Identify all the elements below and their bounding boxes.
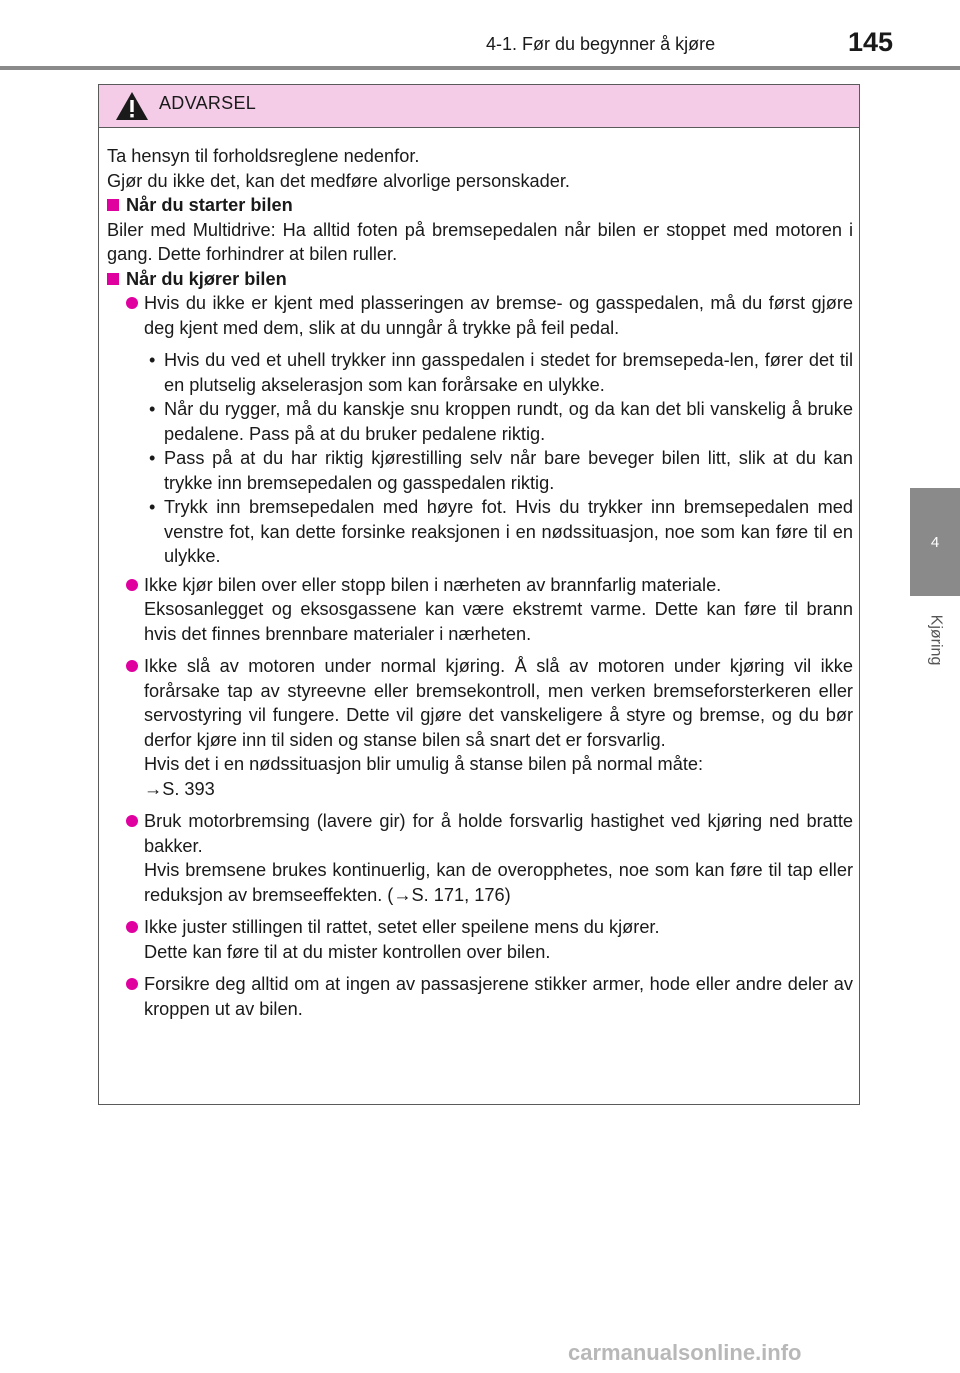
chapter-label-text: Kjøring xyxy=(927,614,944,666)
heading-text: Når du starter bilen xyxy=(126,195,293,215)
page-header xyxy=(0,0,960,72)
sub-bullet-item: • Pass på at du har riktig kjørestilling selv når bare beveger bilen litt, slik at du kan trykke inn bremsepedalen og gasspedalen riktig. xyxy=(145,446,853,495)
page-number: 145 xyxy=(848,27,894,57)
page-reference: →S. 393 xyxy=(144,778,215,799)
warning-triangle-icon xyxy=(115,91,149,121)
chapter-tab xyxy=(910,488,960,596)
warning-title: ADVARSEL xyxy=(159,93,257,113)
section-text-start: Biler med Multidrive: Ha alltid foten på bremsepedalen når bilen er stoppet med motoren i gang. Dette forhindrer at bilen ruller. xyxy=(107,219,853,264)
sub-bullet-item: • Når du rygger, må du kanskje snu kroppen rundt, og da kan det bli vanskelig å bruke pedalene. Pass på at du bruker pedalene riktig. xyxy=(145,397,853,446)
list-item xyxy=(126,291,853,340)
sub-bullet-item: • Hvis du ved et uhell trykker inn gasspedalen i stedet for bremsepeda-len, fører det til en plutselig akselerasjon som kan forårsake en ulykke. xyxy=(145,348,853,397)
sub-bullet-item: • Trykk inn bremsepedalen med høyre fot. Hvis du trykker inn bremsepedalen med venstre fot, kan dette forsinke reaksjonen i en nødssituasjon, noe som kan føre til en ulykke. xyxy=(145,495,853,569)
circle-bullet-icon xyxy=(126,978,138,990)
circle-bullet-icon xyxy=(126,579,138,591)
item-text: Dette kan føre til at du mister kontrollen over bilen. xyxy=(144,941,551,962)
list-item xyxy=(126,654,853,801)
item-text: Ikke juster stillingen til rattet, setet eller speilene mens du kjører. xyxy=(144,917,660,937)
item-text: Ikke slå av motoren under normal kjøring. Å slå av motoren under kjøring vil ikke forårsake tap av styreevne eller bremsekontroll, men verken bremseforsterkeren eller servostyring vil fungere. Dette vil gjøre det vanskeligere å styre og bremse, og du bør derfor kjøre inn til siden og stanse bilen så snart det er forsvarlig. xyxy=(144,656,853,750)
sub-bullet-text: Hvis du ved et uhell trykker inn gasspedalen i stedet for bremsepeda-len, fører det til en plutselig akselerasjon som kan forårsake en ulykke. xyxy=(164,350,853,395)
sub-bullet-text: Trykk inn bremsepedalen med høyre fot. Hvis du trykker inn bremsepedalen med venstre fot, kan dette forsinke reaksjonen i en nødssituasjon, noe som kan føre til en ulykke. xyxy=(164,497,853,566)
warning-box xyxy=(98,84,860,1105)
chapter-label xyxy=(910,600,960,680)
list-item xyxy=(126,809,853,907)
section-title: 4-1. Før du begynner å kjøre xyxy=(486,34,716,54)
warning-header xyxy=(99,85,859,128)
square-bullet-icon xyxy=(107,199,119,211)
section-heading-start xyxy=(107,193,853,218)
section-heading-driving xyxy=(107,267,853,292)
circle-bullet-icon xyxy=(126,921,138,933)
circle-bullet-icon xyxy=(126,297,138,309)
sub-bullet-text: Pass på at du har riktig kjørestilling selv når bare beveger bilen litt, slik at du kan trykke inn bremsepedalen og gasspedalen riktig. xyxy=(164,448,853,493)
intro-line-2: Gjør du ikke det, kan det medføre alvorlige personskader. xyxy=(107,170,570,191)
item-text: Forsikre deg alltid om at ingen av passasjerene stikker armer, hode eller andre deler av kroppen ut av bilen. xyxy=(144,974,853,1019)
circle-bullet-icon xyxy=(126,815,138,827)
chapter-number: 4 xyxy=(930,533,940,551)
warning-content xyxy=(107,144,853,1029)
square-bullet-icon xyxy=(107,273,119,285)
item-text: Hvis det i en nødssituasjon blir umulig å stanse bilen på normal måte: xyxy=(144,754,704,774)
sub-bullet-list xyxy=(145,348,853,569)
list-item xyxy=(126,972,853,1021)
intro-line-1: Ta hensyn til forholdsreglene nedenfor. xyxy=(107,146,420,166)
watermark: carmanualsonline.info xyxy=(568,1340,802,1365)
item-text: Eksosanlegget og eksosgassene kan være ekstremt varme. Dette kan føre til brann hvis det finnes brennbare materialer i nærheten. xyxy=(144,599,853,644)
item-text: Hvis du ikke er kjent med plasseringen av bremse- og gasspedalen, må du først gjøre deg kjent med dem, slik at du unngår å trykke på feil pedal. xyxy=(144,293,853,338)
item-text: Bruk motorbremsing (lavere gir) for å holde forsvarlig hastighet ved kjøring ned bratte bakker. xyxy=(144,811,853,856)
item-text: Ikke kjør bilen over eller stopp bilen i nærheten av brannfarlig materiale. xyxy=(144,574,722,595)
list-item xyxy=(126,573,853,647)
header-rule xyxy=(0,66,960,70)
item-text: Hvis bremsene brukes kontinuerlig, kan de overopphetes, noe som kan føre til tap eller reduksjon av bremseeffekten. (→S. 171, 176) xyxy=(144,860,853,905)
list-item xyxy=(126,915,853,964)
heading-text: Når du kjører bilen xyxy=(126,268,287,289)
circle-bullet-icon xyxy=(126,660,138,672)
sub-bullet-text: Når du rygger, må du kanskje snu kroppen rundt, og da kan det bli vanskelig å bruke pedalene. Pass på at du bruker pedalene riktig. xyxy=(164,399,853,444)
